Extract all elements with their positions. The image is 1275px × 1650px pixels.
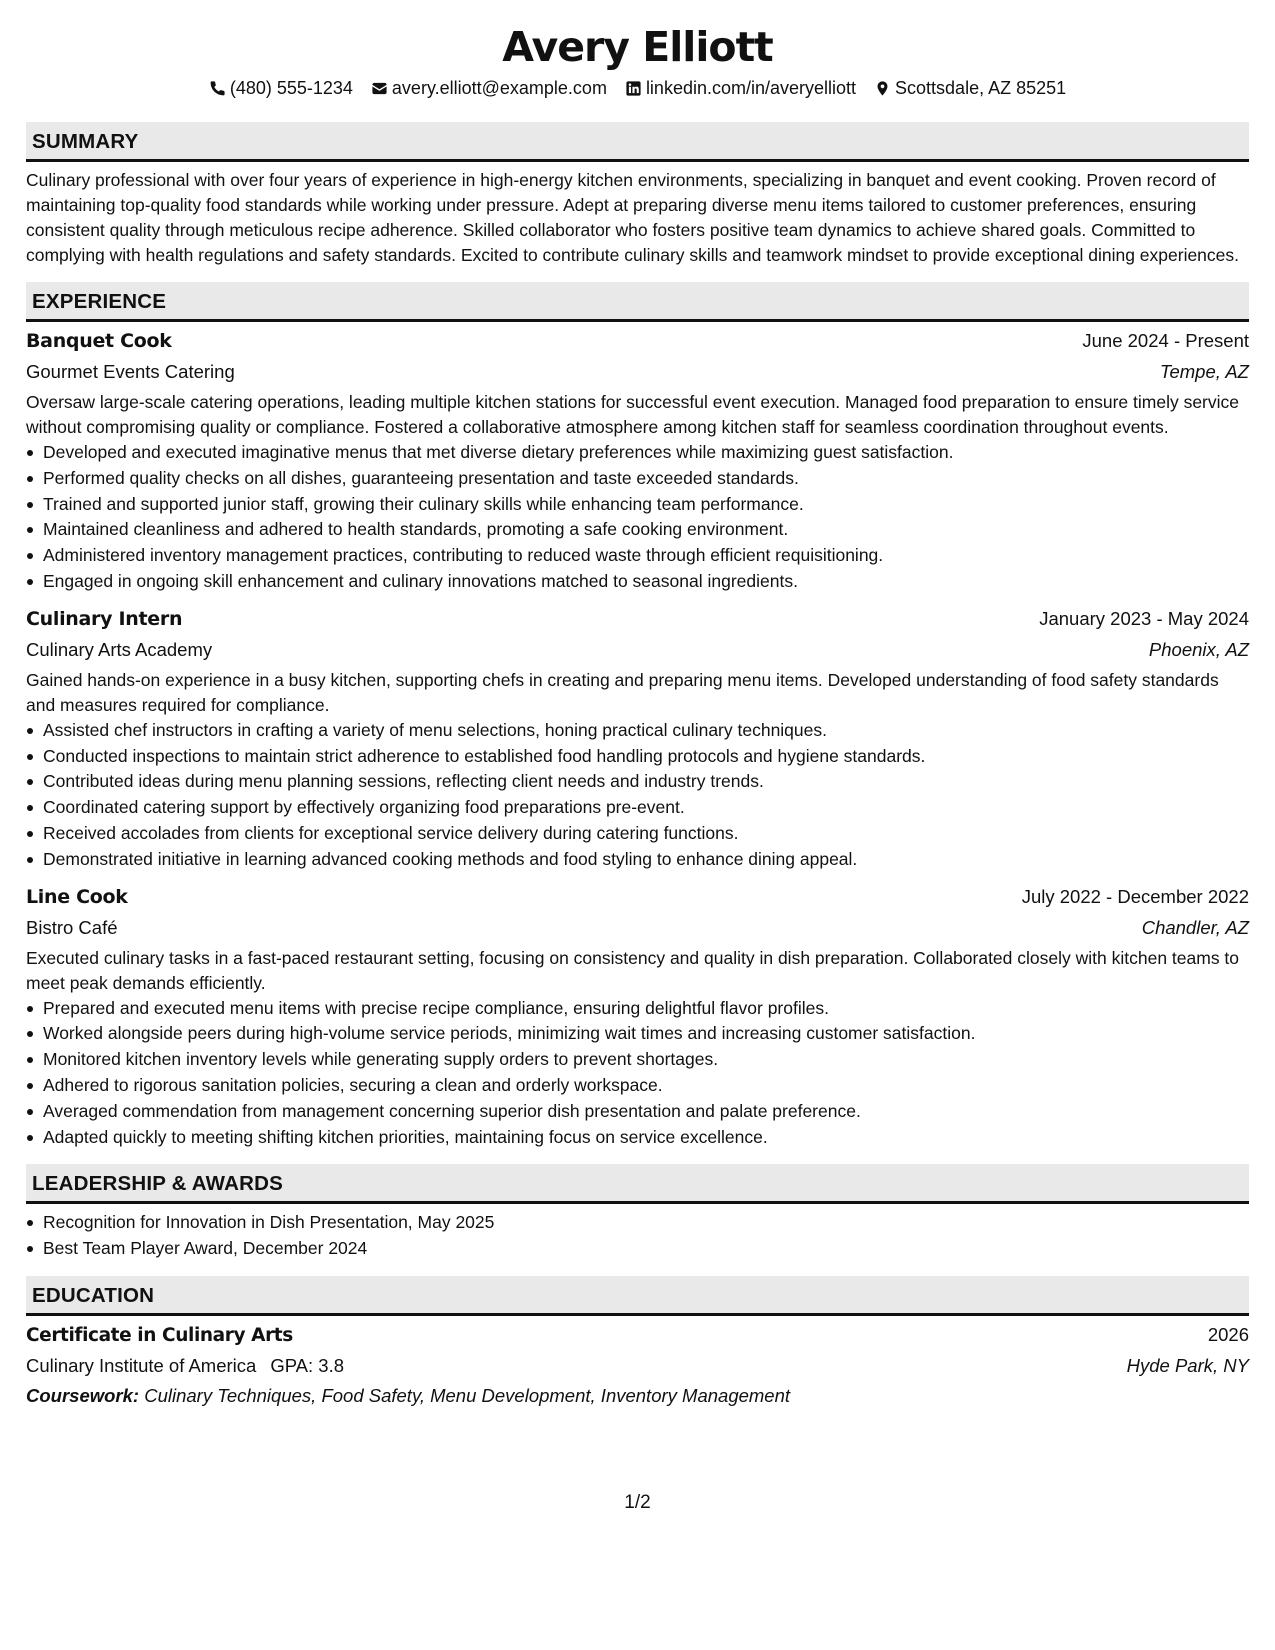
job-title: Line Cook (26, 885, 128, 908)
contact-location (874, 76, 1066, 100)
list-item: Performed quality checks on all dishes, guaranteeing presentation and taste exceeded standards. (26, 466, 1249, 492)
graduation-year: 2026 (1207, 1323, 1249, 1345)
list-item: Assisted chef instructors in crafting a variety of menu selections, honing practical culinary techniques. (26, 718, 1249, 744)
job-company: Gourmet Events Catering (26, 361, 235, 382)
job-entry (26, 325, 1249, 595)
list-item: Recognition for Innovation in Dish Presentation, May 2025 (26, 1210, 1249, 1236)
list-item: Maintained cleanliness and adhered to health standards, promoting a safe cooking environment. (26, 517, 1249, 543)
list-item: Demonstrated initiative in learning advanced cooking methods and food styling to enhance dining appeal. (26, 847, 1249, 873)
list-item: Developed and executed imaginative menus that met diverse dietary preferences while maximizing guest satisfaction. (26, 440, 1249, 466)
map-pin-icon (874, 80, 891, 97)
list-item: Engaged in ongoing skill enhancement and culinary innovations matched to seasonal ingredients. (26, 569, 1249, 595)
job-bullets (26, 718, 1249, 873)
job-description: Oversaw large-scale catering operations, leading multiple kitchen stations for successful event execution. Managed food preparation to ensure timely service without compromising quality or compliance. Fostered a collaborative atmosphere among kitchen staff for seamless coordination throughout events. (26, 392, 1240, 437)
job-company: Culinary Arts Academy (26, 638, 213, 660)
list-item: Adhered to rigorous sanitation policies, securing a clean and orderly workspace. (26, 1073, 1249, 1099)
section-heading-awards: LEADERSHIP & AWARDS (26, 1164, 1249, 1204)
job-bullets (26, 440, 1249, 595)
envelope-icon (371, 80, 388, 97)
job-bullets (26, 996, 1249, 1151)
contact-phone (209, 76, 353, 100)
job-entry (26, 881, 1249, 1151)
list-item: Coordinated catering support by effectively organizing food preparations pre-event. (26, 795, 1249, 821)
linkedin-icon (625, 80, 642, 97)
coursework (26, 1381, 1249, 1411)
school-name: Culinary Institute of America (26, 1354, 257, 1376)
list-item: Worked alongside peers during high-volume service periods, minimizing wait times and increasing customer satisfaction. (26, 1021, 1249, 1047)
coursework-label: Coursework: (26, 1384, 140, 1406)
page-number: 1/2 (624, 1492, 651, 1513)
school-line (26, 1351, 344, 1381)
job-description: Gained hands-on experience in a busy kitchen, supporting chefs in creating and preparing menu items. Developed understanding of food safety standards and measures required for compliance. (26, 669, 1219, 715)
degree-title: Certificate in Culinary Arts (26, 1324, 293, 1346)
education-entry (26, 1320, 1249, 1411)
job-dates: July 2022 - December 2022 (1021, 885, 1249, 907)
list-item: Conducted inspections to maintain strict adherence to established food handling protocols and hygiene standards. (26, 744, 1249, 770)
list-item: Received accolades from clients for exceptional service delivery during catering functions. (26, 821, 1249, 847)
gpa: GPA: 3.8 (270, 1354, 345, 1376)
list-item: Trained and supported junior staff, growing their culinary skills while enhancing team performance. (26, 492, 1249, 518)
list-item: Averaged commendation from management concerning superior dish presentation and palate preference. (26, 1099, 1249, 1125)
contact-email[interactable] (371, 76, 607, 100)
job-title: Culinary Intern (26, 607, 183, 630)
job-dates: June 2024 - Present (1082, 330, 1249, 351)
phone-text: (480) 555-1234 (229, 78, 353, 98)
list-item: Administered inventory management practices, contributing to reduced waste through efficient requisitioning. (26, 543, 1249, 569)
school-location: Hyde Park, NY (1126, 1354, 1249, 1376)
contact-linkedin[interactable] (625, 76, 856, 100)
email-link[interactable]: avery.elliott@example.com (391, 78, 607, 98)
awards-list (26, 1210, 1249, 1262)
candidate-name: Avery Elliott (502, 23, 773, 71)
list-item: Monitored kitchen inventory levels while generating supply orders to prevent shortages. (26, 1047, 1249, 1073)
list-item: Contributed ideas during menu planning sessions, reflecting client needs and industry trends. (26, 769, 1249, 795)
linkedin-link[interactable]: linkedin.com/in/averyelliott (645, 78, 857, 98)
job-dates: January 2023 - May 2024 (1039, 607, 1249, 629)
list-item: Adapted quickly to meeting shifting kitchen priorities, maintaining focus on service excellence. (26, 1125, 1249, 1151)
section-heading-summary: SUMMARY (26, 122, 1249, 162)
job-location: Phoenix, AZ (1148, 638, 1249, 660)
phone-icon (209, 80, 226, 97)
job-company: Bistro Café (26, 916, 118, 938)
coursework-list: Culinary Techniques, Food Safety, Menu Development, Inventory Management (144, 1384, 791, 1406)
section-heading-experience: EXPERIENCE (26, 282, 1249, 322)
location-text: Scottsdale, AZ 85251 (895, 78, 1067, 98)
job-location: Tempe, AZ (1159, 361, 1249, 382)
job-entry (26, 603, 1249, 873)
list-item: Best Team Player Award, December 2024 (26, 1236, 1249, 1262)
contact-bar (26, 76, 1249, 100)
job-description: Executed culinary tasks in a fast-paced restaurant setting, focusing on consistency and quality in dish preparation. Collaborated closely with kitchen teams to meet peak demands efficiently. (26, 947, 1240, 993)
job-title: Banquet Cook (26, 330, 172, 352)
job-location: Chandler, AZ (1141, 916, 1249, 938)
section-heading-education: EDUCATION (26, 1276, 1249, 1316)
list-item: Prepared and executed menu items with precise recipe compliance, ensuring delightful flavor profiles. (26, 996, 1249, 1022)
summary-text: Culinary professional with over four years of experience in high-energy kitchen environments, specializing in banquet and event cooking. Proven record of maintaining top-quality food standards while working under pressure. Adept at preparing diverse menu items tailored to customer preferences, ensuring consistent quality through meticulous recipe adherence. Skilled collaborator who fosters positive team dynamics to achieve shared goals. Committed to complying with health regulations and safety standards. Excited to contribute culinary skills and teamwork mindset to provide exceptional dining experiences. (26, 170, 1240, 265)
